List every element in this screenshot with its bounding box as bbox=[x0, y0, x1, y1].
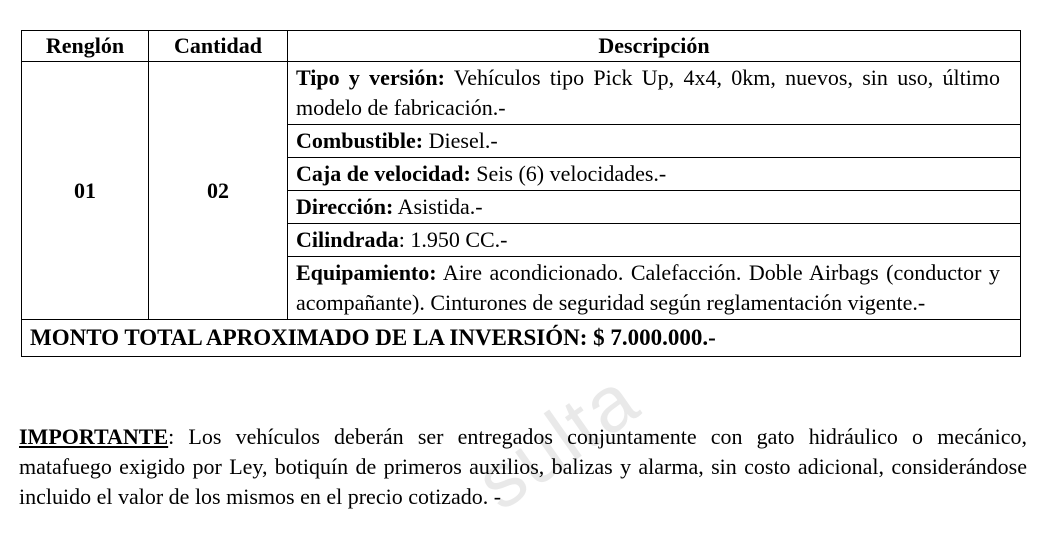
description-label: Tipo y versión: bbox=[296, 65, 445, 90]
table-header-row bbox=[22, 31, 1021, 62]
description-equipamiento bbox=[288, 257, 1021, 320]
description-label: Caja de velocidad: bbox=[296, 161, 471, 186]
renglon-cell: 01 bbox=[22, 62, 149, 320]
specifications-table bbox=[21, 30, 1021, 357]
cantidad-cell: 02 bbox=[149, 62, 288, 320]
description-caja-velocidad bbox=[288, 158, 1021, 191]
description-label: Combustible: bbox=[296, 128, 424, 153]
description-value: : 1.950 CC.- bbox=[398, 227, 508, 252]
description-label: Cilindrada bbox=[296, 227, 399, 252]
important-text: : Los vehículos deberán ser entregados conjuntamente con gato hidráulico o mecánico, matafuego exigido por Ley, botiquín de primeros auxilios, balizas y alarma, sin costo adicional, considerándose incluido el valor de los mismos en el precio cotizado. - bbox=[19, 424, 1027, 509]
important-note bbox=[19, 422, 1027, 512]
description-combustible bbox=[288, 125, 1021, 158]
description-label: Equipamiento: bbox=[296, 260, 437, 285]
description-value: Seis (6) velocidades.- bbox=[476, 161, 667, 186]
description-cilindrada bbox=[288, 224, 1021, 257]
description-value: Vehículos tipo Pick Up, 4x4, 0km, nuevos, sin uso, último modelo de fabricación.- bbox=[296, 65, 1000, 120]
watermark: sulta bbox=[460, 353, 654, 527]
header-descripcion: Descripción bbox=[288, 31, 1021, 62]
description-label: Dirección: bbox=[296, 194, 394, 219]
total-row bbox=[22, 320, 1021, 357]
description-direccion bbox=[288, 191, 1021, 224]
description-value: Asistida.- bbox=[397, 194, 483, 219]
header-renglon: Renglón bbox=[22, 31, 149, 62]
description-value: Diesel.- bbox=[428, 128, 498, 153]
description-tipo-version bbox=[288, 62, 1021, 125]
important-label: IMPORTANTE bbox=[19, 424, 169, 449]
header-cantidad: Cantidad bbox=[149, 31, 288, 62]
description-value: Aire acondicionado. Calefacción. Doble Airbags (conductor y acompañante). Cinturones de seguridad según reglamentación vigente.- bbox=[296, 260, 1001, 315]
total-amount: MONTO TOTAL APROXIMADO DE LA INVERSIÓN: $ 7.000.000.- bbox=[22, 320, 1021, 357]
table-row bbox=[22, 62, 1021, 125]
